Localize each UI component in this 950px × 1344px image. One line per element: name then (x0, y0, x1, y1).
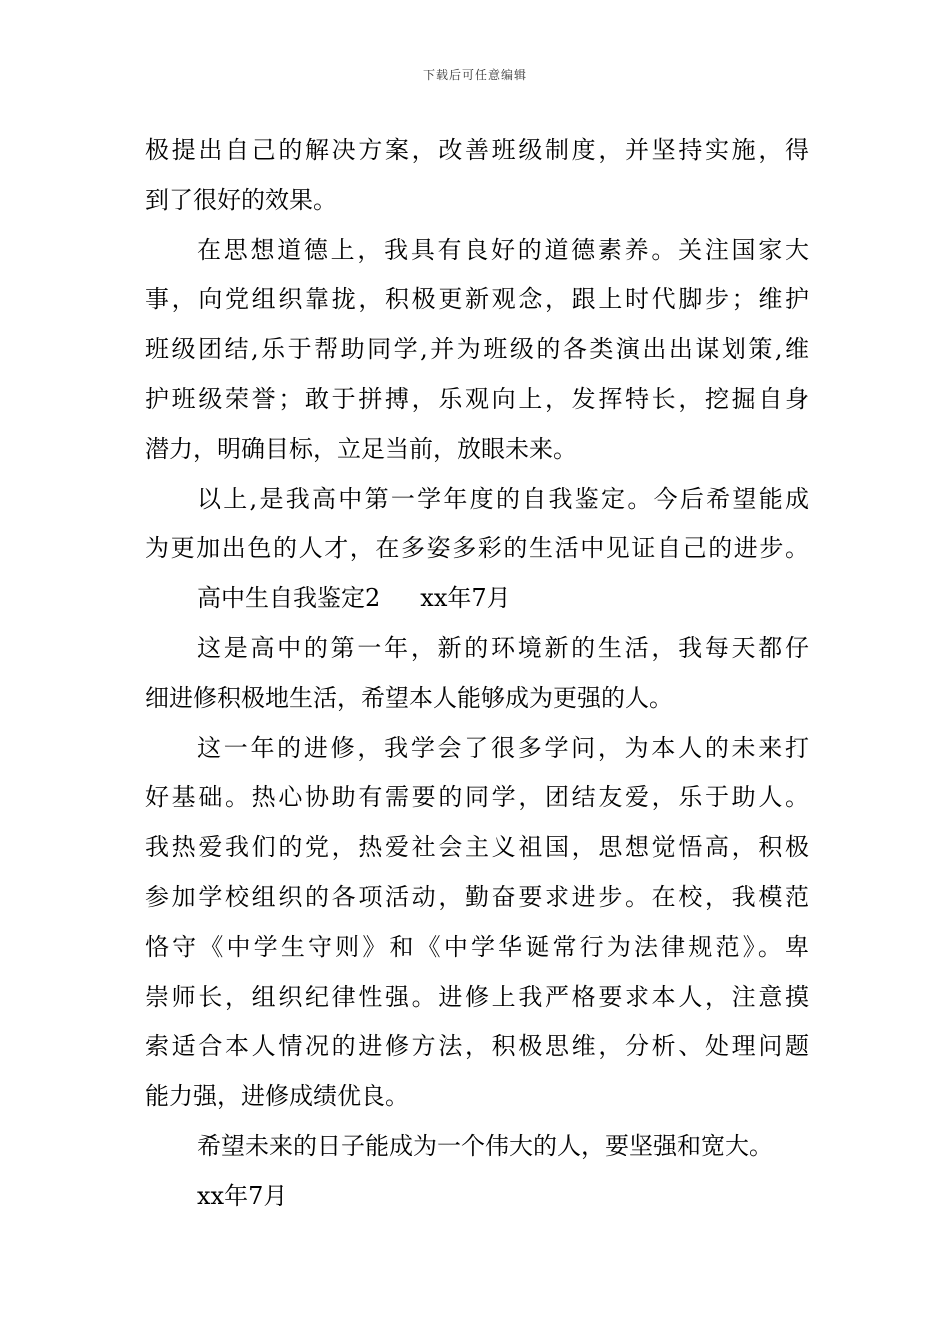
text-line: 极提出自己的解决方案，改善班级制度，并坚持实施，得 (145, 136, 809, 164)
section-date: xx年7月 (420, 584, 511, 613)
section-heading: 高中生自我鉴定2 (197, 584, 381, 613)
text-line: 护班级荣誉；敢于拼搏，乐观向上，发挥特长，挖掘自身 (145, 384, 809, 413)
text-line: 潜力，明确目标，立足当前，放眼未来。 (145, 434, 577, 463)
text-line: 在思想道德上，我具有良好的道德素养。关注国家大 (197, 235, 809, 264)
text-line: 这一年的进修，我学会了很多学问，为本人的未来打 (197, 733, 809, 762)
text-line: 细进修积极地生活，希望本人能够成为更强的人。 (145, 683, 673, 712)
text-line: 能力强，进修成绩优良。 (145, 1082, 409, 1111)
text-line: 班级团结,乐于帮助同学,并为班级的各类演出出谋划策,维 (145, 335, 809, 364)
closing-date: xx年7月 (197, 1181, 288, 1210)
text-line: 以上,是我高中第一学年度的自我鉴定。今后希望能成 (197, 484, 809, 513)
text-line: 到了很好的效果。 (145, 185, 337, 214)
text-line: 崇师长，组织纪律性强。进修上我严格要求本人，注意摸 (145, 982, 809, 1011)
text-line: 好基础。热心协助有需要的同学，团结友爱，乐于助人。 (145, 783, 809, 812)
text-line: 为更加出色的人才，在多姿多彩的生活中见证自己的进步。 (145, 534, 809, 563)
text-line: 索适合本人情况的进修方法，积极思维，分析、处理问题 (145, 1032, 809, 1061)
text-line: 恪守《中学生守则》和《中学华诞常行为法律规范》。卑 (145, 932, 809, 961)
text-line: 我热爱我们的党，热爱社会主义祖国，思想觉悟高，积极 (145, 833, 809, 862)
document-body (145, 126, 809, 1222)
page-header: 下载后可任意编辑 (422, 68, 527, 82)
text-line: 参加学校组织的各项活动，勤奋要求进步。在校，我模范 (145, 882, 809, 911)
text-line: 希望未来的日子能成为一个伟大的人，要坚强和宽大。 (197, 1131, 773, 1160)
text-line: 事，向党组织靠拢，积极更新观念，跟上时代脚步；维护 (145, 285, 809, 314)
section-heading-line (145, 574, 809, 624)
text-line: 这是高中的第一年，新的环境新的生活，我每天都仔 (197, 633, 809, 662)
